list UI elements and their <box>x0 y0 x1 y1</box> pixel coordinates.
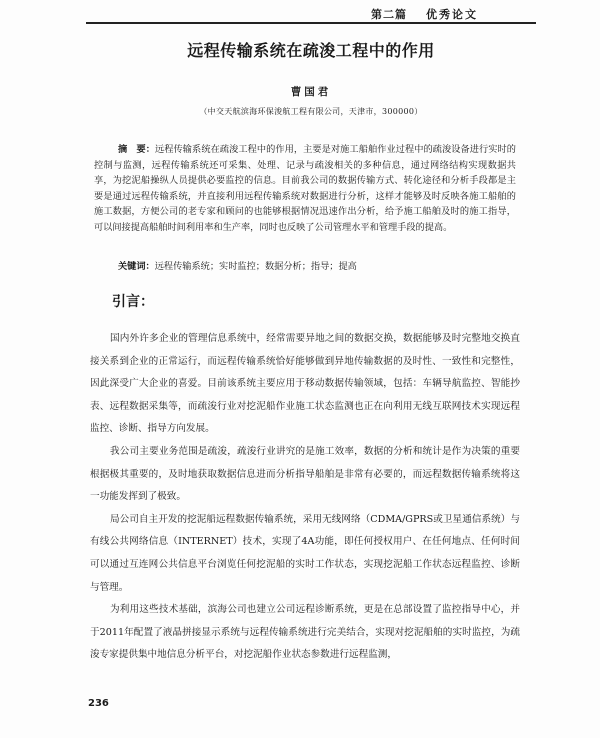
body-paragraph: 国内外许多企业的管理信息系统中，经常需要异地之间的数据交换，数据能够及时完整地交换直接关系到企业的正常运行，而远程传输系统恰好能够做到异地传输数据的及时性、一致性和完整性，因此深受广大企业的喜爱。目前该系统主要应用于移动数据传输领域，包括：车辆导航监控、智能抄表、远程数据采集等，而疏浚行业对挖泥船作业施工状态监测也正在向利用无线互联网技术实现远程监控、诊断、指导方向发展。 <box>90 333 520 435</box>
keywords <box>94 259 516 274</box>
body-paragraph: 我公司主要业务范围是疏浚，疏浚行业讲究的是施工效率，数据的分析和统计是作为决策的重要根据极其重要的，及时地获取数据信息进而分析指导船舶是非常有必要的，而远程数据传输系统将这一功能发挥到了极致。 <box>90 445 520 503</box>
abstract <box>94 142 516 236</box>
abstract-label: 摘 要： <box>118 144 156 155</box>
article-title: 远程传输系统在疏浚工程中的作用 <box>187 41 435 60</box>
keywords-text: 远程传输系统；实时监控；数据分析；指导；提高 <box>154 261 357 272</box>
section-heading-introduction: 引言： <box>112 294 154 310</box>
body-paragraph: 局公司自主开发的挖泥船远程数据传输系统，采用无线网络（CDMA/GPRS或卫星通信系统）与有线公共网络信息（INTERNET）技术，实现了4A功能，即任何授权用户、在任何地点、任何时间可以通过互连网公共信息平台浏览任何挖泥船的实时工作状态，实现挖泥船工作状态远程监控、诊断与管理。 <box>90 513 520 593</box>
keywords-label: 关键词： <box>118 261 155 272</box>
page-number: 236 <box>88 698 109 709</box>
header-section: 优秀论文 <box>426 8 478 21</box>
author-affiliation: （中交天航滨海环保浚航工程有限公司，天津市，300000） <box>199 107 423 116</box>
article-body <box>90 328 520 667</box>
body-paragraph: 为利用这些技术基础，滨海公司也建立公司远程诊断系统，更是在总部设置了监控指导中心，并于2011年配置了液晶拼接显示系统与远程传输系统进行完美结合，实现对挖泥船舶的实时监控，为疏浚专家提供集中地信息分析平台，对挖泥船作业状态参数进行远程监测， <box>90 604 520 661</box>
abstract-text: 远程传输系统在疏浚工程中的作用，主要是对施工船舶作业过程中的疏浚设备进行实时的控制与监测，远程传输系统还可采集、处理、记录与疏浚相关的多种信息，通过网络结构实现数据共享，为挖泥船操纵人员提供必要监控的信息。目前我公司的数据传输方式、转化途径和分析手段都是主要是通过远程传输系统，并直接利用远程传输系统对数据进行分析，这样才能够及时反映各施工船舶的施工数据，方便公司的老专家和顾问的也能够根据情况迅速作出分析，给予施工船舶及时的施工指导，可以间接提高船舶时间利用率和生产率，同时也反映了公司管理水平和管理手段的提高。 <box>94 144 516 233</box>
header-chapter: 第二篇 <box>371 8 407 21</box>
running-header <box>86 4 536 24</box>
article-author: 曹国君 <box>290 86 332 98</box>
